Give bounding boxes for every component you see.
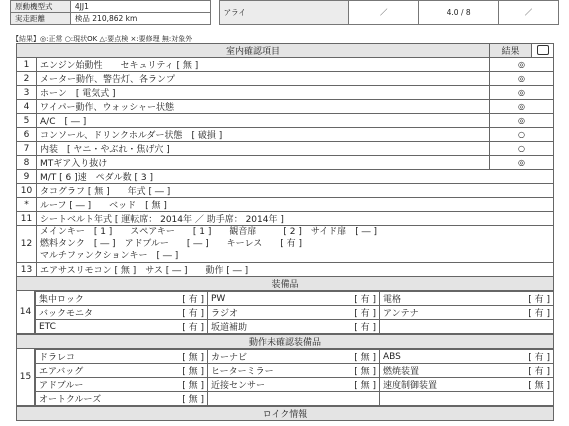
unverified-block	[16, 349, 554, 406]
table-row: 8 MTギア入り抜け ◎	[17, 156, 554, 170]
table-row: エアバッグ [ 無 ] ヒーターミラー [ 無 ] 燃焼装置 [ 有 ]	[36, 364, 554, 378]
table-row: 10 タコグラフ [ 無 ] 年式 [ ― ]	[17, 184, 554, 198]
engine-model-label: 原動機型式	[11, 1, 71, 13]
result-header: 結果	[490, 44, 532, 58]
table-row: オートクルーズ [ 無 ]	[36, 392, 554, 406]
keys-line-2: 燃料タンク [ ― ] アドブルー [ ― ] キーレス [ 有 ]	[40, 239, 302, 249]
engine-model-value: 4JJ1	[70, 1, 210, 13]
inspection-sheet	[16, 43, 554, 421]
result-mark: ○	[490, 142, 554, 156]
table-row: バックモニタ [ 有 ] ラジオ [ 有 ] アンテナ [ 有 ]	[36, 306, 554, 320]
table-row: 1 エンジン始動性 セキュリティ [ 無 ] ◎	[17, 58, 554, 72]
table-row: 11 シートベルト年式 [ 運転席： 2014年 ／ 助手席： 2014年 ]	[17, 212, 554, 226]
unverified-number: 15	[16, 349, 35, 406]
table-row: 12 メインキー [ 1 ] スペアキー [ 1 ] 観音扉 [ 2 ] サイド扉 [ ― ] 燃料タンク [ ― ] アドブルー [ ― ] キーレス [ 有 ] マルチファンクションキー [ ― ]	[17, 226, 554, 263]
arai-value-3: ／	[499, 1, 559, 25]
unverified-table	[35, 349, 554, 406]
result-mark: ○	[490, 128, 554, 142]
table-row: 4 ワイパー動作、ウォッシャー状態 ◎	[17, 100, 554, 114]
print-button[interactable]	[532, 44, 554, 58]
table-row: 2 メーター動作、警告灯、各ランプ ◎	[17, 72, 554, 86]
table-row: ドラレコ [ 無 ] カーナビ [ 無 ] ABS [ 有 ]	[36, 350, 554, 364]
equipment-block	[16, 291, 554, 334]
arai-value-2: 4.0 / 8	[419, 1, 499, 25]
keys-line-1: メインキー [ 1 ] スペアキー [ 1 ] 観音扉 [ 2 ] サイド扉 [ ― ]	[40, 227, 377, 237]
result-mark: ◎	[490, 156, 554, 170]
arai-value-1: ／	[349, 1, 419, 25]
unverified-section-title: 動作未確認装備品	[17, 335, 554, 349]
interior-table	[16, 43, 554, 291]
table-row: 3 ホーン [ 電気式 ] ◎	[17, 86, 554, 100]
table-row: 9 M/T [ 6 ]速 ペダル数 [ 3 ]	[17, 170, 554, 184]
equipment-number: 14	[16, 291, 35, 334]
mileage-label: 実走距離	[11, 13, 71, 25]
next-section-title: ロイク情報	[17, 407, 554, 421]
arai-label: アライ	[219, 1, 349, 25]
table-row: 7 内装 [ ヤニ・やぶれ・焦げ穴 ] ○	[17, 142, 554, 156]
table-row: 6 コンソール、ドリンクホルダー状態 [ 破損 ] ○	[17, 128, 554, 142]
result-mark: ◎	[490, 72, 554, 86]
table-row: * ルーフ [ ― ] ベッド [ 無 ]	[17, 198, 554, 212]
table-row: ETC [ 有 ] 坂道補助 [ 有 ]	[36, 320, 554, 334]
interior-section-title: 室内確認項目	[17, 44, 490, 58]
keys-line-3: マルチファンクションキー [ ― ]	[40, 251, 179, 261]
table-row: アドブルー [ 無 ] 近接センサー [ 無 ] 速度制御装置 [ 無 ]	[36, 378, 554, 392]
result-mark: ◎	[490, 114, 554, 128]
equipment-section-title: 装備品	[17, 277, 554, 291]
print-icon	[537, 45, 549, 55]
table-row: 集中ロック [ 有 ] PW [ 有 ] 電格 [ 有 ]	[36, 292, 554, 306]
equipment-table	[35, 291, 554, 334]
table-row: 5 A/C [ ― ] ◎	[17, 114, 554, 128]
table-row: 13 エアサスリモコン [ 無 ] サス [ ― ] 動作 [ ― ]	[17, 263, 554, 277]
result-mark: ◎	[490, 58, 554, 72]
mileage-value: 検品 210,862 km	[70, 13, 210, 25]
result-mark: ◎	[490, 100, 554, 114]
result-legend: 【結果】◎:正常 ○:現状OK △:要点検 ×:要修理 無:対象外	[12, 35, 193, 43]
vehicle-summary	[10, 0, 559, 24]
result-mark: ◎	[490, 86, 554, 100]
